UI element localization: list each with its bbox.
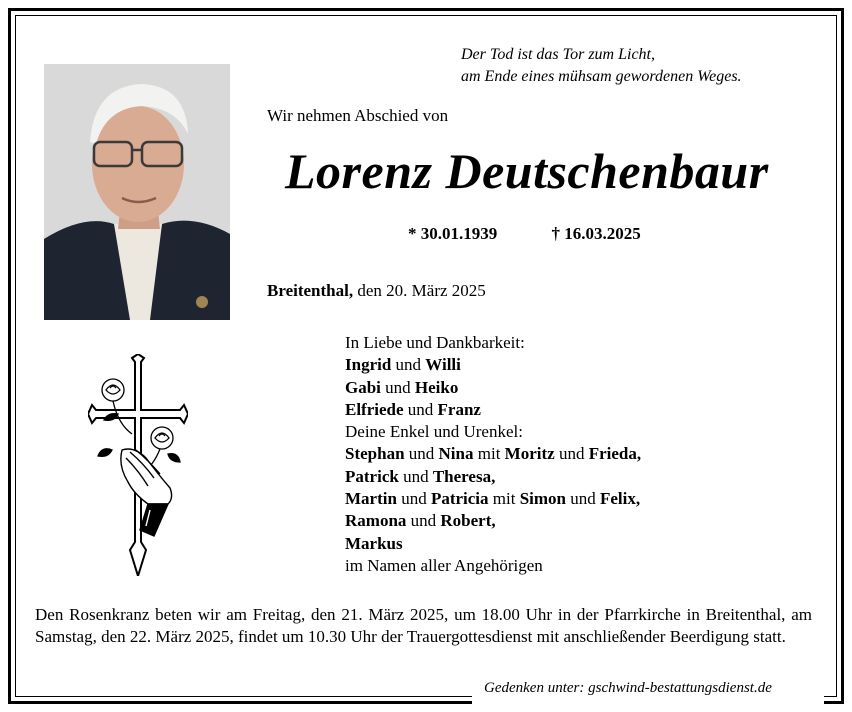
family-joiner: und	[403, 399, 438, 419]
family-joiner: und	[398, 466, 433, 486]
family-name: Felix,	[600, 489, 641, 509]
family-joiner: und	[554, 444, 589, 464]
death-date: † 16.03.2025	[551, 224, 641, 243]
family-name: Martin	[345, 489, 397, 509]
family-name: Gabi	[345, 377, 381, 397]
rosary-announcement: Den Rosenkranz beten wir am Freitag, den 21. März 2025, um 18.00 Uhr in der Pfarrkirche in Breitenthal, am Samstag, den 22. März 2025, findet um 10.30 Uhr der Trauergottesdienst mit anschließender Beerdigung statt.	[35, 605, 812, 646]
family-joiner: und	[406, 511, 441, 531]
family-name: Ramona	[345, 511, 407, 531]
family-heading: In Liebe und Dankbarkeit:	[345, 333, 525, 352]
family-name: Stephan	[345, 444, 405, 464]
grandchildren-line	[345, 466, 641, 488]
grandchildren-line	[345, 488, 641, 510]
family-name: Patrick	[345, 466, 399, 486]
family-joiner: und	[380, 377, 415, 397]
family-joiner: und	[404, 444, 439, 464]
family-couple	[345, 399, 641, 421]
family-name: Robert,	[440, 511, 496, 531]
place-town: Breitenthal,	[267, 281, 354, 300]
family-joiner: und	[396, 489, 431, 509]
grandchildren-line	[345, 533, 641, 555]
family-joiner: mit	[473, 444, 505, 464]
life-dates	[408, 224, 641, 244]
family-couple	[345, 354, 641, 376]
family-list	[345, 332, 641, 577]
family-name: Markus	[345, 533, 403, 553]
portrait-image	[44, 64, 230, 320]
grandchildren-line	[345, 443, 641, 465]
place-date: den 20. März 2025	[353, 281, 486, 300]
family-name: Patricia	[430, 489, 489, 509]
memorial-quote	[461, 44, 742, 88]
family-name: Theresa,	[432, 466, 496, 486]
quote-line-1: Der Tod ist das Tor zum Licht,	[461, 46, 655, 63]
family-joiner: und	[391, 355, 426, 375]
family-name: Ingrid	[345, 355, 392, 375]
family-joiner: mit	[488, 489, 520, 509]
deceased-name: Lorenz Deutschenbaur	[285, 143, 769, 199]
family-name: Frieda,	[588, 444, 642, 464]
family-name: Nina	[438, 444, 474, 464]
family-name: Simon	[519, 489, 566, 509]
grandchildren-heading: Deine Enkel und Urenkel:	[345, 422, 523, 442]
intro-text: Wir nehmen Abschied von	[267, 106, 449, 125]
family-name: Franz	[437, 399, 481, 419]
family-name: Elfriede	[345, 399, 404, 419]
family-name: Heiko	[414, 377, 459, 397]
place-and-date	[267, 281, 486, 301]
family-couple	[345, 377, 641, 399]
grandchildren-line	[345, 510, 641, 532]
cross-with-roses-and-praying-hands-icon	[88, 354, 188, 576]
family-name: Willi	[425, 355, 461, 375]
family-name: Moritz	[504, 444, 555, 464]
birth-date: * 30.01.1939	[408, 224, 498, 243]
portrait-photo	[44, 64, 230, 320]
family-joiner: und	[566, 489, 600, 509]
quote-line-2: am Ende eines mühsam gewordenen Weges.	[461, 68, 742, 85]
memorial-link[interactable]: Gedenken unter: gschwind-bestattungsdienst.de	[484, 680, 772, 696]
family-closing: im Namen aller Angehörigen	[345, 555, 543, 575]
